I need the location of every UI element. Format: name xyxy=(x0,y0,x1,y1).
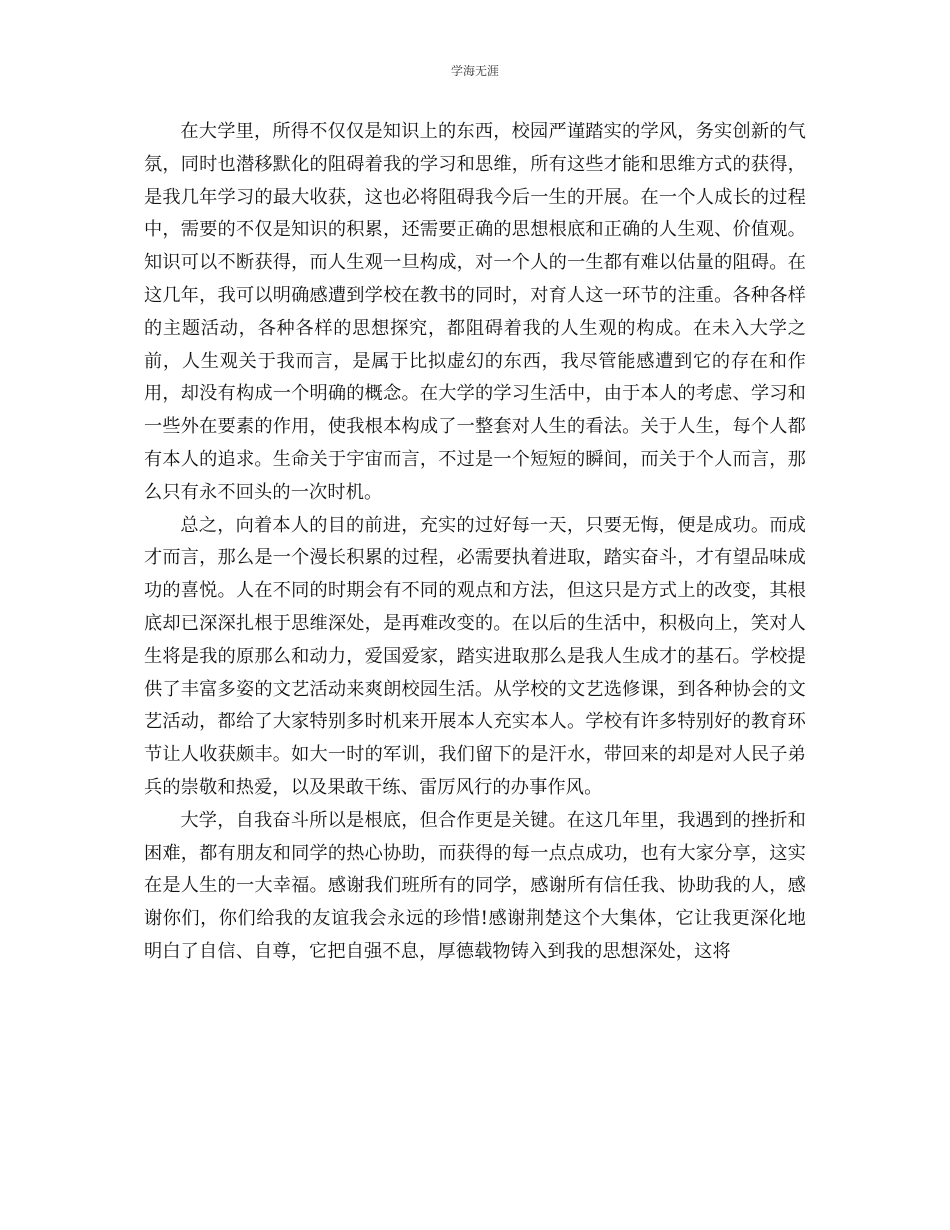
paragraph-2: 总之，向着本人的目的前进，充实的过好每一天，只要无悔，便是成功。而成才而言，那么是一个漫长积累的过程，必需要执着进取，踏实奋斗，才有望品味成功的喜悦。人在不同的时期会有不同的观点和方法，但这只是方式上的改变，其根底却已深深扎根于思维深处，是再难改变的。在以后的生活中，积极向上，笑对人生将是我的原那么和动力，爱国爱家，踏实进取那么是我人生成才的基石。学校提供了丰富多姿的文艺活动来爽朗校园生活。从学校的文艺选修课，到各种协会的文艺活动，都给了大家特别多时机来开展本人充实本人。学校有许多特别好的教育环节让人收获颇丰。如大一时的军训，我们留下的是汗水，带回来的却是对人民子弟兵的崇敬和热爱，以及果敢干练、雷厉风行的办事作风。 xyxy=(144,514,806,798)
paragraph-3: 大学，自我奋斗所以是根底，但合作更是关键。在这几年里，我遇到的挫折和困难，都有朋友和同学的热心协助，而获得的每一点点成功，也有大家分享，这实在是人生的一大幸福。感谢我们班所有的同学，感谢所有信任我、协助我的人，感谢你们，你们给我的友谊我会永远的珍惜!感谢荆楚这个大集体，它让我更深化地明白了自信、自尊，它把自强不息，厚德载物铸入到我的思想深处，这将 xyxy=(144,809,806,962)
paragraph-1: 在大学里，所得不仅仅是知识上的东西，校园严谨踏实的学风，务实创新的气氛，同时也潜移默化的阻碍着我的学习和思维，所有这些才能和思维方式的获得，是我几年学习的最大收获，这也必将阻碍我今后一生的开展。在一个人成长的过程中，需要的不仅是知识的积累，还需要正确的思想根底和正确的人生观、价值观。知识可以不断获得，而人生观一旦构成，对一个人的一生都有难以估量的阻碍。在这几年，我可以明确感遭到学校在教书的同时，对育人这一环节的注重。各种各样的主题活动，各种各样的思想探究，都阻碍着我的人生观的构成。在未入大学之前，人生观关于我而言，是属于比拟虚幻的东西，我尽管能感遭到它的存在和作用，却没有构成一个明确的概念。在大学的学习生活中，由于本人的考虑、学习和一些外在要素的作用，使我根本构成了一整套对人生的看法。关于人生，每个人都有本人的追求。生命关于宇宙而言，不过是一个短短的瞬间，而关于个人而言，那么只有永不回头的一次时机。 xyxy=(144,121,806,503)
document-body xyxy=(144,116,806,969)
page-header: 学海无涯 xyxy=(450,64,499,78)
